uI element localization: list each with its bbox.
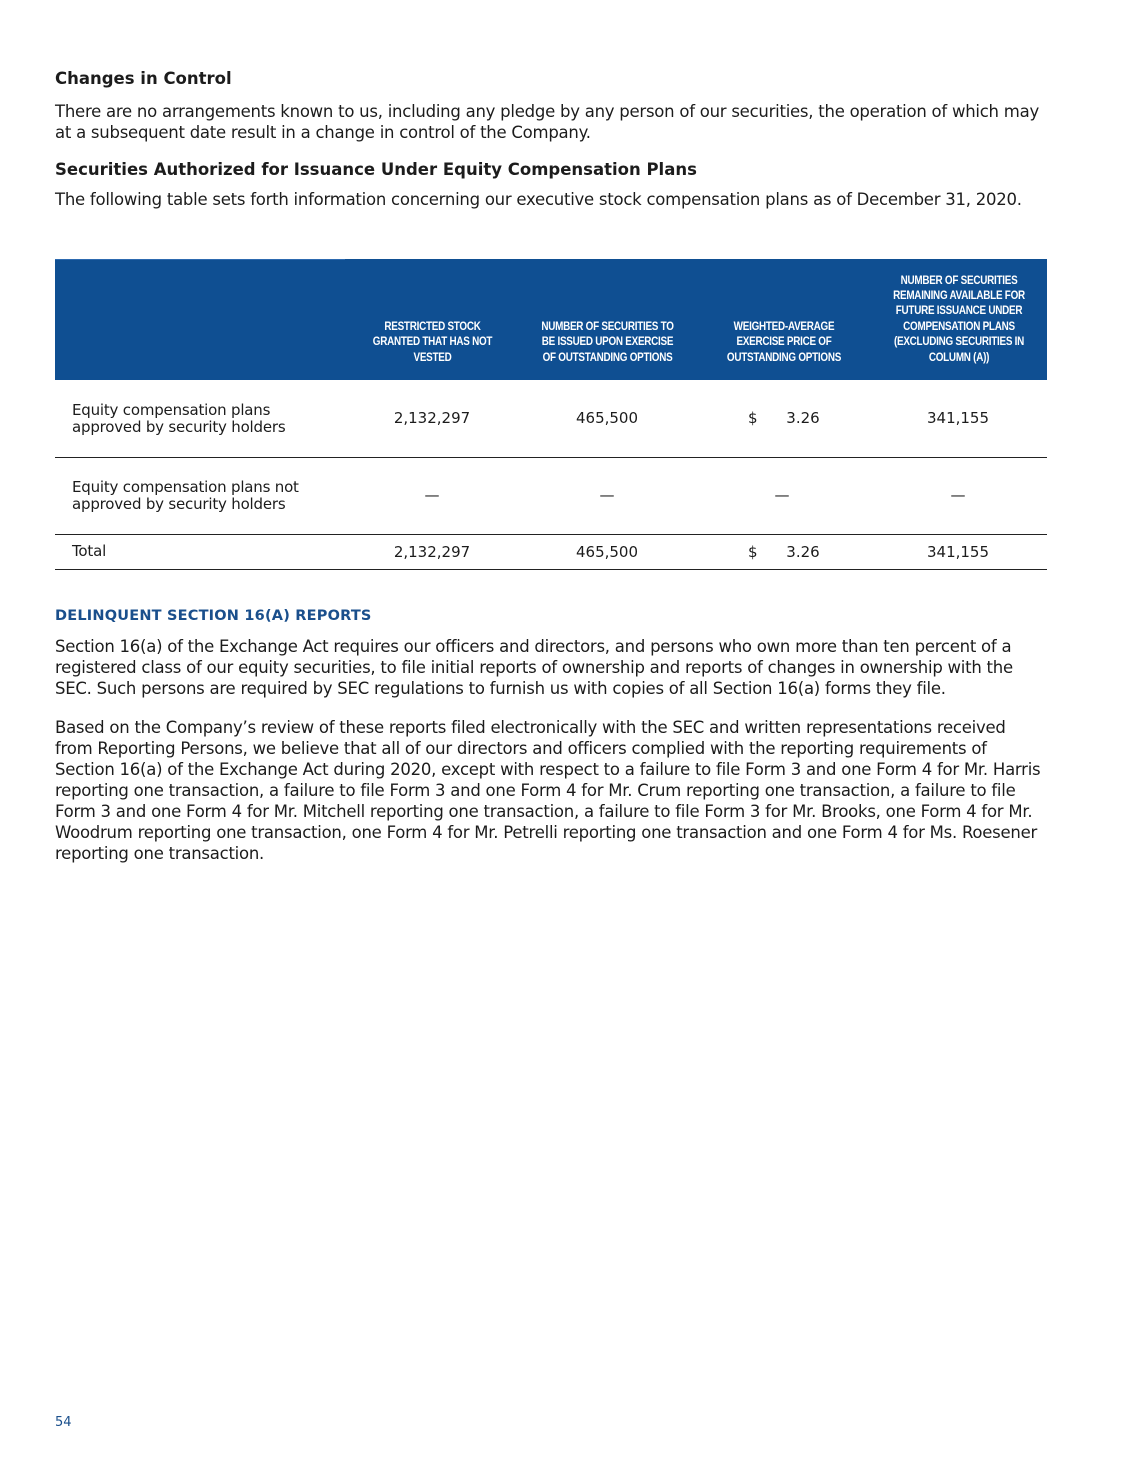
table-row [55, 458, 1047, 535]
currency-symbol: $ [748, 543, 758, 561]
remaining-available-value: 341,155 [926, 543, 990, 561]
remaining-available-value: 341,155 [926, 409, 990, 427]
row-label: Total [72, 542, 107, 560]
equity-plans-intro: The following table sets forth information concerning our executive stock compensation plans as of December 31, 2020. [55, 190, 1022, 209]
exercise-price-value: 3.26 [786, 409, 820, 427]
column-header-restricted-stock: RESTRICTED STOCK GRANTED THAT HAS NOT VESTED [372, 320, 493, 364]
restricted-stock-value: — [424, 486, 440, 504]
securities-to-be-issued-value: 465,500 [575, 409, 639, 427]
column-header-remaining-available: NUMBER OF SECURITIES REMAINING AVAILABLE FOR FUTURE ISSUANCE UNDER COMPENSATION PLANS (EXCLUDING SECURITIES IN COLUMN (A)) [893, 274, 1025, 364]
equity-compensation-table [55, 259, 1047, 561]
restricted-stock-value: 2,132,297 [393, 409, 471, 427]
row-label: Equity compensation plans approved by security holders [72, 401, 286, 436]
securities-to-be-issued-value: 465,500 [575, 543, 639, 561]
currency-symbol: $ [748, 409, 758, 427]
table-header [55, 259, 1047, 380]
restricted-stock-value: 2,132,297 [393, 543, 471, 561]
table-row-total [55, 535, 1047, 570]
table-row [55, 380, 1047, 458]
page-number: 54 [55, 1415, 72, 1430]
delinquent-reports-paragraph-1: Section 16(a) of the Exchange Act requires our officers and directors, and persons who own more than ten percent of a registered class of our equity securities, to file initial reports of ownership and reports of changes in ownership with the SEC. Such persons are required by SEC regulations to furnish us with copies of all Section 16(a) forms they file. [55, 637, 1013, 698]
securities-to-be-issued-value: — [599, 486, 615, 504]
row-label: Equity compensation plans not approved by security holders [72, 478, 299, 513]
changes-in-control-body: There are no arrangements known to us, including any pledge by any person of our securities, the operation of which may at a subsequent date result in a change in control of the Company. [55, 102, 1039, 142]
exercise-price-value: — [774, 486, 790, 504]
column-header-securities-to-be-issued: NUMBER OF SECURITIES TO BE ISSUED UPON EXERCISE OF OUTSTANDING OPTIONS [541, 320, 674, 364]
delinquent-reports-heading: DELINQUENT SECTION 16(A) REPORTS [55, 608, 372, 624]
delinquent-reports-paragraph-2: Based on the Company’s review of these reports filed electronically with the SEC and written representations received from Reporting Persons, we believe that all of our directors and officers complied with the reporting requirements of Section 16(a) of the Exchange Act during 2020, except with respect to a failure to file Form 3 and one Form 4 for Mr. Harris reporting one transaction, a failure to file Form 3 and one Form 4 for Mr. Crum reporting one transaction, a failure to file Form 3 and one Form 4 for Mr. Mitchell reporting one transaction, a failure to file Form 3 for Mr. Brooks, one Form 4 for Mr. Woodrum reporting one transaction, one Form 4 for Mr. Petrelli reporting one transaction and one Form 4 for Ms. Roesener reporting one transaction. [55, 718, 1041, 863]
exercise-price-value: 3.26 [786, 543, 820, 561]
column-header-weighted-average-price: WEIGHTED-AVERAGE EXERCISE PRICE OF OUTSTANDING OPTIONS [726, 320, 842, 364]
remaining-available-value: — [950, 486, 966, 504]
equity-plans-heading: Securities Authorized for Issuance Under Equity Compensation Plans [55, 160, 697, 179]
changes-in-control-heading: Changes in Control [55, 69, 232, 88]
header-top-rule [55, 259, 345, 260]
